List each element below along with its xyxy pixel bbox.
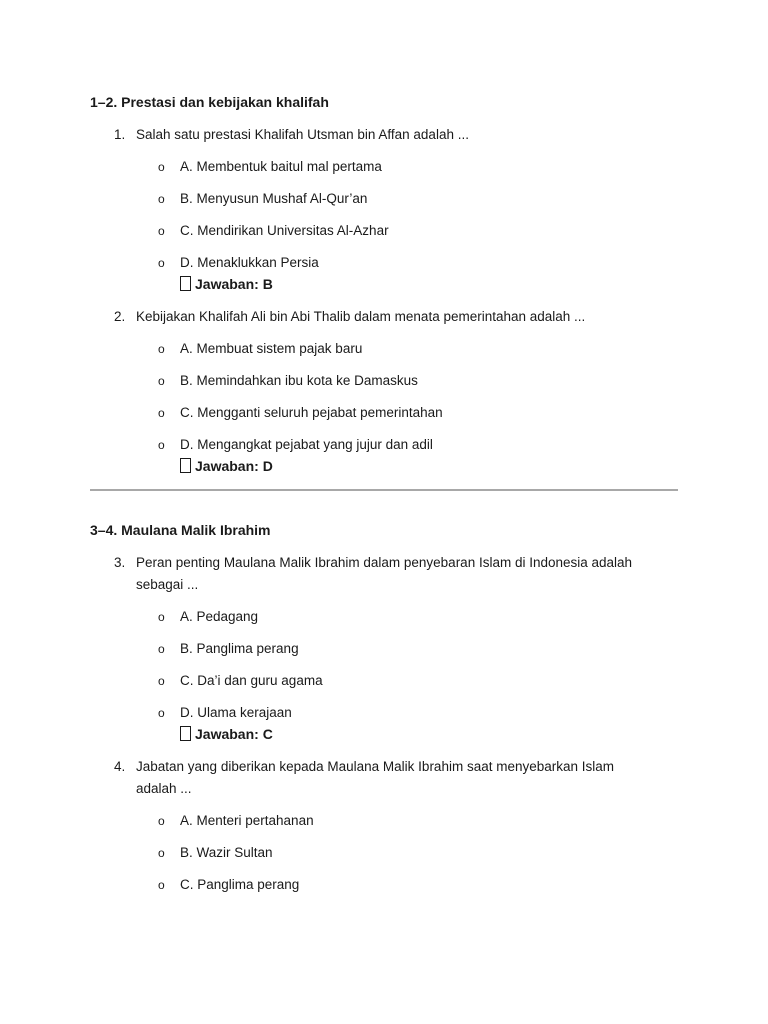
option-text: B. Memindahkan ibu kota ke Damaskus: [180, 373, 418, 388]
option-text: C. Mendirikan Universitas Al-Azhar: [180, 223, 389, 238]
option-text: A. Membuat sistem pajak baru: [180, 341, 363, 356]
answer-text: Jawaban: B: [195, 276, 273, 292]
bullet-icon: o: [158, 406, 165, 420]
question-number: 4.: [114, 759, 126, 774]
option-text: B. Panglima perang: [180, 641, 299, 656]
bullet-icon: o: [158, 192, 165, 206]
option-text: D. Mengangkat pejabat yang jujur dan adil: [180, 437, 433, 452]
option-text: C. Mengganti seluruh pejabat pemerintahan: [180, 405, 443, 420]
option-text: C. Panglima perang: [180, 877, 300, 892]
horizontal-divider: [90, 489, 678, 491]
answer-text: Jawaban: D: [195, 458, 273, 474]
bullet-icon: o: [158, 814, 165, 828]
bullet-icon: o: [158, 374, 165, 388]
question-text: Peran penting Maulana Malik Ibrahim dalam penyebaran Islam di Indonesia adalah sebagai ...: [136, 555, 633, 592]
bullet-icon: o: [158, 878, 165, 892]
bullet-icon: o: [158, 256, 165, 270]
option-text: B. Wazir Sultan: [180, 845, 273, 860]
answer-line: [180, 725, 273, 743]
option-text: D. Menaklukkan Persia: [180, 255, 319, 270]
bullet-icon: o: [158, 610, 165, 624]
bullet-icon: o: [158, 706, 165, 720]
option-text: B. Menyusun Mushaf Al-Qur’an: [180, 191, 368, 206]
option-text: A. Menteri pertahanan: [180, 813, 314, 828]
answer-text: Jawaban: C: [195, 726, 273, 742]
missing-glyph-icon: [180, 458, 191, 473]
bullet-icon: o: [158, 846, 165, 860]
question-number: 3.: [114, 555, 126, 570]
bullet-icon: o: [158, 642, 165, 656]
question-text: Salah satu prestasi Khalifah Utsman bin Affan adalah ...: [136, 127, 469, 142]
question-number: 2.: [114, 309, 126, 324]
section-title: 3–4. Maulana Malik Ibrahim: [90, 522, 271, 538]
bullet-icon: o: [158, 438, 165, 452]
question-text: Kebijakan Khalifah Ali bin Abi Thalib dalam menata pemerintahan adalah ...: [136, 309, 586, 324]
option-text: A. Pedagang: [180, 609, 259, 624]
option-text: A. Membentuk baitul mal pertama: [180, 159, 382, 174]
question-text: Jabatan yang diberikan kepada Maulana Malik Ibrahim saat menyebarkan Islam adalah ...: [136, 759, 615, 796]
bullet-icon: o: [158, 160, 165, 174]
missing-glyph-icon: [180, 276, 191, 291]
question-number: 1.: [114, 127, 126, 142]
missing-glyph-icon: [180, 726, 191, 741]
option-text: D. Ulama kerajaan: [180, 705, 292, 720]
bullet-icon: o: [158, 342, 165, 356]
section-title: 1–2. Prestasi dan kebijakan khalifah: [90, 94, 329, 110]
bullet-icon: o: [158, 674, 165, 688]
option-text: C. Da’i dan guru agama: [180, 673, 323, 688]
answer-line: [180, 457, 273, 475]
answer-line: [180, 275, 273, 293]
bullet-icon: o: [158, 224, 165, 238]
